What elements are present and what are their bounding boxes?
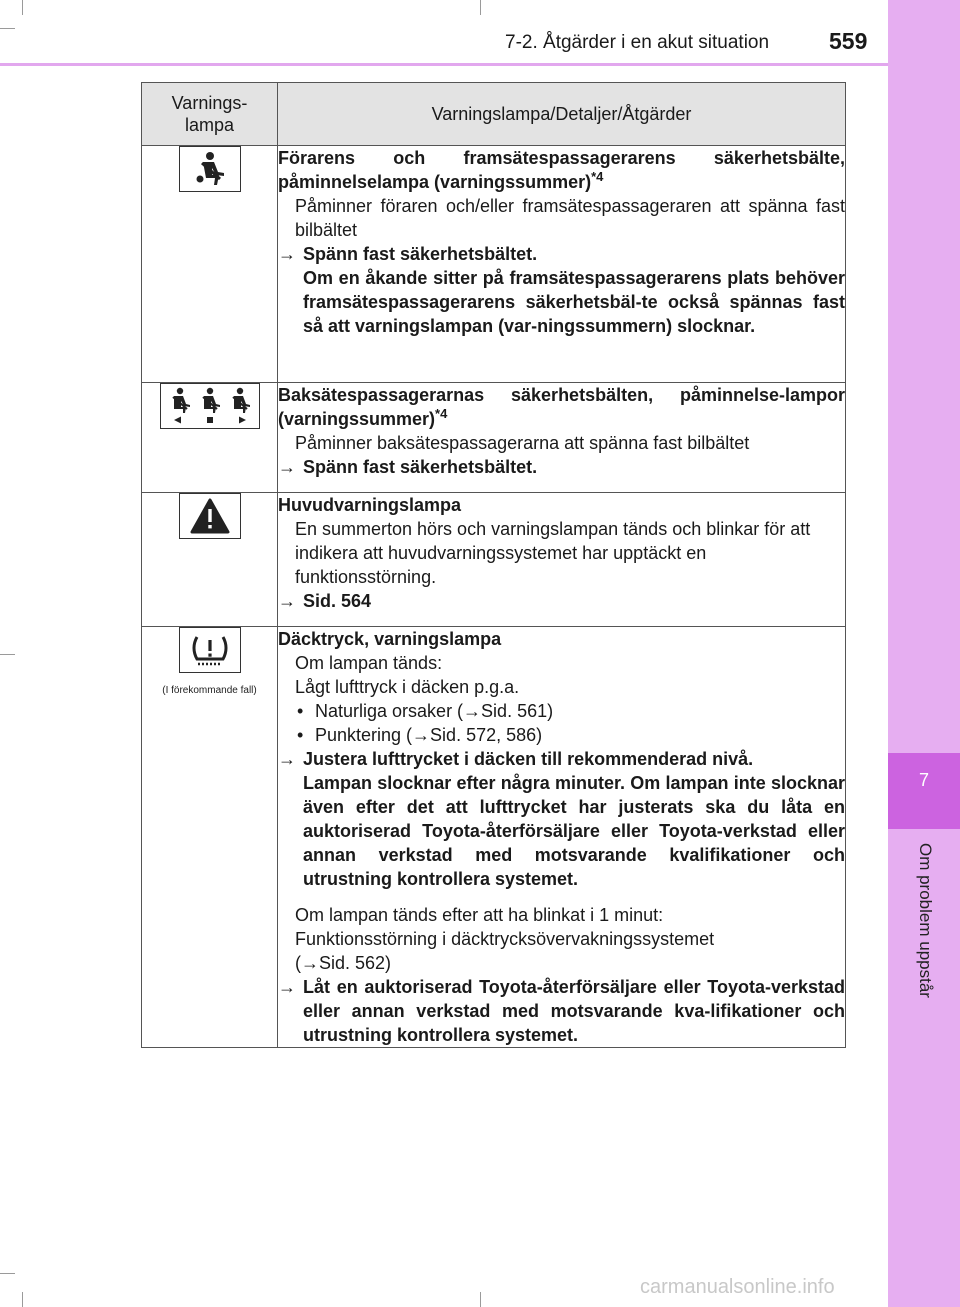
icon-caption: (I förekommande fall): [162, 685, 257, 696]
warning-lights-table: [141, 82, 846, 1048]
row-title: Huvudvarningslampa: [278, 495, 462, 515]
row-details: [278, 493, 846, 627]
arrow-icon: →: [278, 244, 296, 264]
table-row: [142, 627, 846, 1048]
row-details: [278, 627, 846, 1048]
header-rule: [0, 63, 888, 66]
row-details: [278, 146, 846, 383]
icon-cell: [142, 627, 278, 1048]
crop-mark: [0, 28, 15, 29]
crop-mark: [0, 1273, 15, 1274]
row-description-line: Om lampan tänds:: [295, 653, 443, 673]
row-description: En summerton hörs och varningslampan tänds och blinkar för att indikera att huvudvarningssystemet har upptäckt en funktionsstörning.: [295, 519, 811, 587]
row-description-line: Funktionsstörning i däcktrycksövervakningssystemet: [295, 929, 715, 949]
table-row: [142, 146, 846, 383]
bullet-icon: •: [297, 701, 304, 721]
chapter-tab[interactable]: [888, 753, 960, 829]
table-row: [142, 493, 846, 627]
section-title: 7-2. Åtgärder i en akut situation: [505, 32, 770, 53]
tire-pressure-warning-icon: [179, 627, 241, 673]
watermark: carmanualsonline.info: [640, 1276, 835, 1298]
bullet-icon: •: [297, 725, 304, 745]
row-details: [278, 383, 846, 493]
col-header-lamp: Varnings- lampa: [142, 83, 278, 146]
chapter-label-text: Om problem uppstår: [916, 843, 935, 998]
row-title: Förarens och framsätespassagerarens säkerhetsbälte, påminnelselampa (varningssummer)$^{*4}$: [278, 148, 845, 192]
master-warning-icon: [179, 493, 241, 539]
list-item: • Naturliga orsaker (→Sid. 561): [297, 701, 554, 721]
arrow-icon: →: [278, 977, 296, 997]
row-action: → Justera lufttrycket i däcken till rekommenderad nivå.: [278, 749, 754, 769]
rear-seatbelt-reminder-icon: [160, 383, 260, 429]
row-description: Påminner baksätespassagerarna att spänna fast bilbältet: [295, 433, 750, 453]
icon-cell: [142, 146, 278, 383]
row-description: Påminner föraren och/eller framsätespassageraren att spänna fast bilbältet: [295, 196, 845, 240]
crop-mark: [480, 0, 481, 15]
footnote-ref: *4: [591, 169, 604, 184]
row-action-detail: Om en åkande sitter på framsätespassagerarens plats behöver framsätespassagerarens säkerhetsbäl-te också spännas fast så att varningslampan (var-ningssummern) slocknar.: [303, 268, 845, 336]
row-description-line: (→Sid. 562): [295, 953, 392, 973]
table-row: [142, 383, 846, 493]
col-header-details: Varningslampa/Detaljer/Åtgärder: [278, 83, 846, 146]
seatbelt-reminder-icon: [179, 146, 241, 192]
icon-cell: [142, 493, 278, 627]
crop-mark: [22, 1292, 23, 1307]
row-title: Baksätespassagerarnas säkerhetsbälten, påminnelse-lampor (varningssummer)$^{*4}$: [278, 385, 845, 429]
arrow-icon: →: [278, 591, 296, 611]
row-action-detail: Lampan slocknar efter några minuter. Om lampan inte slocknar även efter det att lufttrycket har justerats ska du låta en auktoriserad Toyota-återförsäljare eller Toyota-verkstad eller annan verkstad med motsvarande kvalifikationer och utrustning kontrollera systemet.: [303, 773, 845, 889]
chapter-label: [894, 843, 954, 1043]
list-item: • Punktering (→Sid. 572, 586): [297, 725, 543, 745]
row-description-line: Lågt lufttryck i däcken p.g.a.: [295, 677, 520, 697]
crop-mark: [22, 0, 23, 15]
row-action: → Spänn fast säkerhetsbältet.: [278, 457, 538, 477]
crop-mark: [0, 654, 15, 655]
row-action: → Låt en auktoriserad Toyota-återförsäljare eller Toyota-verkstad eller annan verkstad med motsvarande kva-lifikationer och utrustning kontrollera systemet.: [278, 977, 845, 1045]
page-number: 559: [829, 28, 868, 54]
row-action: → Spänn fast säkerhetsbältet.: [278, 244, 538, 264]
chapter-strip: [888, 0, 960, 1307]
footnote-ref: *4: [435, 406, 448, 421]
row-title: Däcktryck, varningslampa: [278, 629, 502, 649]
arrow-icon: →: [278, 749, 296, 769]
arrow-icon: →: [278, 457, 296, 477]
crop-mark: [480, 1292, 481, 1307]
icon-cell: [142, 383, 278, 493]
row-action: → Sid. 564: [278, 591, 372, 611]
table-header-row: [142, 83, 846, 146]
chapter-number: 7: [918, 770, 929, 790]
row-description-line: Om lampan tänds efter att ha blinkat i 1 minut:: [295, 905, 664, 925]
